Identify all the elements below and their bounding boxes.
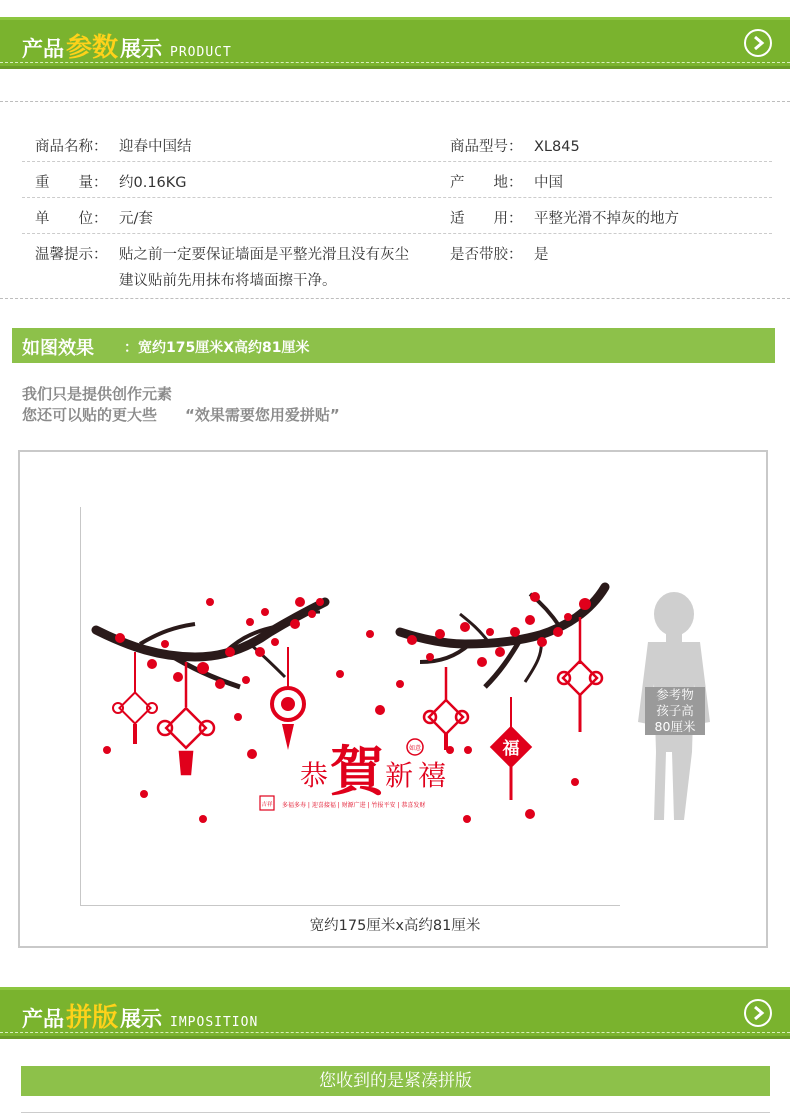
banner-title-english: IMPOSITION	[170, 1015, 259, 1030]
tips-text	[22, 384, 340, 426]
banner-title-part: 产品	[22, 1007, 64, 1031]
seal-text: 如意	[408, 745, 422, 752]
calligraphy-char: 禧	[418, 759, 447, 792]
banner-title-part: 展示	[120, 37, 163, 61]
plum-branch-right	[400, 587, 605, 687]
tips-line: 我们只是提供创作元素	[22, 385, 173, 403]
chevron-right-icon[interactable]	[744, 29, 772, 57]
calligraphy-char: 新	[385, 759, 414, 792]
param-value: 中国	[534, 175, 563, 191]
wall-sticker-artwork	[20, 452, 766, 912]
param-label: 商品名称：	[35, 139, 108, 155]
effect-label: 如图效果	[22, 338, 94, 359]
calligraphy-char: 賀	[330, 739, 384, 803]
product-params-table	[22, 126, 772, 294]
param-label: 产 地：	[450, 175, 523, 191]
plum-branch-left	[96, 602, 325, 687]
param-label: 重 量：	[35, 175, 108, 191]
param-label: 温馨提示：	[35, 247, 108, 263]
chevron-right-icon[interactable]	[744, 999, 772, 1027]
divider	[0, 298, 790, 299]
param-label: 适 用：	[450, 211, 523, 227]
banner-title-highlight: 参数	[66, 33, 119, 63]
params-row	[22, 234, 772, 294]
banner-title	[22, 27, 232, 63]
effect-header	[12, 328, 775, 363]
banner-title	[22, 997, 258, 1033]
param-value: 约0.16KG	[119, 175, 187, 191]
reference-label-line: 参考物	[656, 687, 694, 702]
size-caption: 宽约175厘米x高约81厘米	[309, 918, 481, 934]
banner-title-english: PRODUCT	[170, 45, 232, 60]
param-value: 元/套	[119, 211, 153, 227]
tips-line: 您还可以贴的更大些	[22, 406, 158, 424]
params-row	[22, 126, 772, 162]
chinese-knot-large-left	[158, 662, 214, 774]
product-preview-frame	[18, 450, 768, 948]
banner-title-highlight: 拼版	[66, 1003, 119, 1033]
banner-title-part: 产品	[22, 37, 64, 61]
reference-label-line: 80厘米	[654, 719, 696, 734]
section-banner-imposition	[0, 987, 790, 1039]
reference-label-line: 孩子高	[656, 703, 694, 718]
params-row	[22, 198, 772, 234]
param-value: 贴之前一定要保证墙面是平整光滑且没有灰尘	[119, 247, 409, 263]
seal-text: 吉祥	[261, 802, 273, 808]
round-lantern-knot	[272, 647, 304, 750]
calligraphy-char: 恭	[300, 759, 329, 792]
params-row	[22, 162, 772, 198]
effect-size: ：宽约175厘米X高约81厘米	[124, 340, 310, 356]
param-label: 商品型号：	[450, 139, 523, 155]
section-banner-product	[0, 17, 790, 69]
param-value: 平整光滑不掉灰的地方	[534, 211, 679, 227]
param-label: 是否带胶：	[450, 247, 523, 263]
banner-title-part: 展示	[120, 1007, 163, 1031]
param-value: 是	[534, 247, 549, 263]
param-value: 迎春中国结	[119, 139, 192, 155]
param-value: XL845	[534, 139, 580, 155]
receive-note-bar: 您收到的是紧凑拼版	[21, 1066, 770, 1096]
chinese-knot-center	[424, 667, 468, 750]
tips-quote: “效果需要您用爱拼贴”	[185, 406, 340, 424]
param-label: 单 位：	[35, 211, 108, 227]
fu-character: 福	[502, 739, 520, 759]
divider	[0, 101, 790, 102]
reference-label	[645, 687, 705, 735]
chinese-knot-right	[558, 617, 602, 732]
blessing-line: 多福多寿 | 迎喜接福 | 财源广进 | 竹报平安 | 恭喜发财	[282, 802, 426, 809]
param-value-continued: 建议贴前先用抹布将墙面擦干净。	[119, 273, 337, 289]
divider	[21, 1112, 770, 1113]
